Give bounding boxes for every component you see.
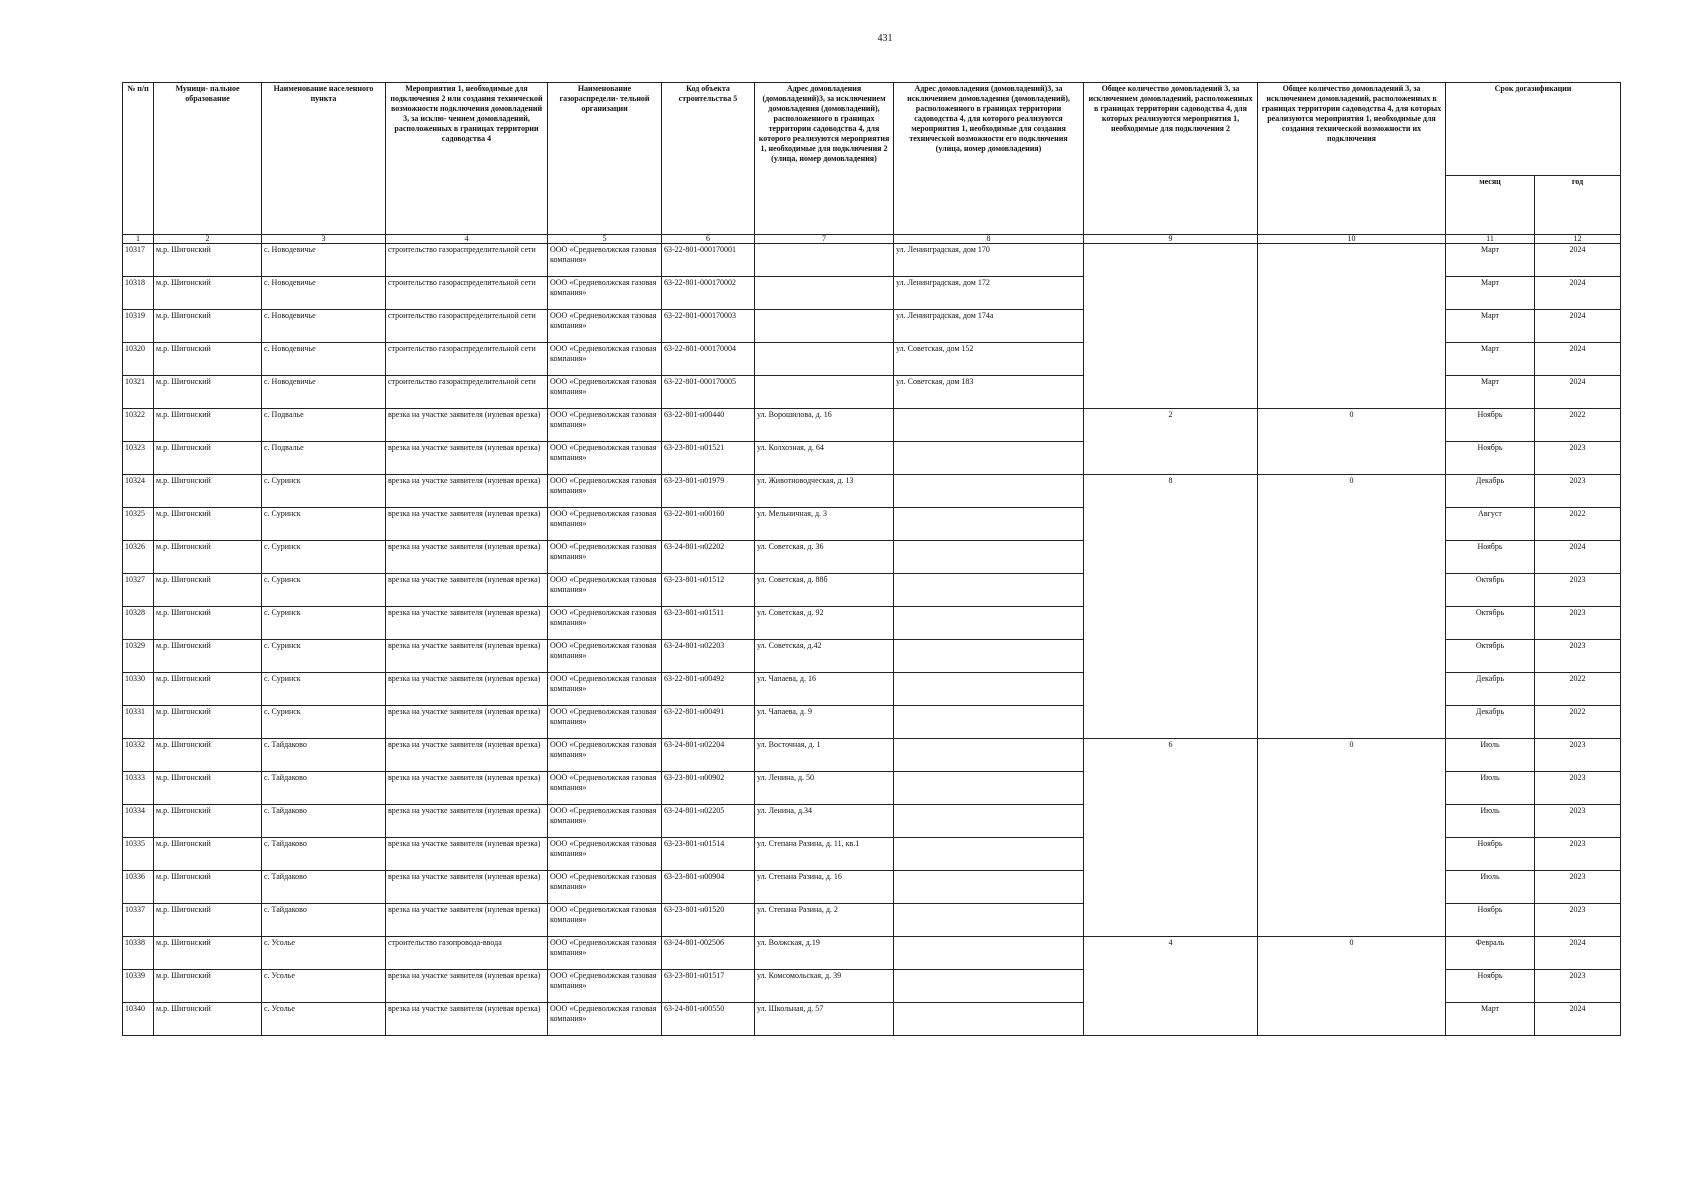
measure: врезка на участке заявителя (нулевая врезка) — [386, 739, 548, 772]
municipality: м.р. Шигонский — [154, 739, 262, 772]
row-number: 10328 — [123, 607, 154, 640]
col-number: 5 — [548, 235, 662, 244]
deadline-year: 2024 — [1535, 277, 1621, 310]
col-number: 9 — [1084, 235, 1258, 244]
row-number: 10340 — [123, 1003, 154, 1036]
row-number: 10326 — [123, 541, 154, 574]
deadline-month: Август — [1446, 508, 1535, 541]
deadline-month: Ноябрь — [1446, 838, 1535, 871]
municipality: м.р. Шигонский — [154, 409, 262, 442]
row-number: 10317 — [123, 244, 154, 277]
address-connection — [755, 310, 894, 343]
table-row — [123, 937, 1621, 970]
address-technical — [894, 904, 1084, 937]
measure: строительство газораспределительной сети — [386, 277, 548, 310]
deadline-year: 2023 — [1535, 772, 1621, 805]
organization: ООО «Средневолжская газовая компания» — [548, 409, 662, 442]
measure: врезка на участке заявителя (нулевая врезка) — [386, 508, 548, 541]
address-technical — [894, 1003, 1084, 1036]
deadline-month: Июль — [1446, 871, 1535, 904]
object-code: 63-23-801-н01521 — [662, 442, 755, 475]
municipality: м.р. Шигонский — [154, 937, 262, 970]
object-code: 63-23-801-н01511 — [662, 607, 755, 640]
address-connection: ул. Степана Разина, д. 11, кв.1 — [755, 838, 894, 871]
organization: ООО «Средневолжская газовая компания» — [548, 277, 662, 310]
deadline-year: 2024 — [1535, 244, 1621, 277]
deadline-year: 2024 — [1535, 541, 1621, 574]
address-connection: ул. Животноводческая, д. 13 — [755, 475, 894, 508]
row-number: 10319 — [123, 310, 154, 343]
address-connection: ул. Восточная, д. 1 — [755, 739, 894, 772]
deadline-month: Ноябрь — [1446, 442, 1535, 475]
address-technical — [894, 640, 1084, 673]
deadline-year: 2022 — [1535, 706, 1621, 739]
address-connection: ул. Чапаева, д. 16 — [755, 673, 894, 706]
measure: врезка на участке заявителя (нулевая врезка) — [386, 805, 548, 838]
municipality: м.р. Шигонский — [154, 343, 262, 376]
organization: ООО «Средневолжская газовая компания» — [548, 673, 662, 706]
settlement: с. Усолье — [262, 1003, 386, 1036]
row-number: 10330 — [123, 673, 154, 706]
address-connection: ул. Комсомольская, д. 39 — [755, 970, 894, 1003]
deadline-month: Март — [1446, 310, 1535, 343]
address-technical: ул. Советская, дом 183 — [894, 376, 1084, 409]
object-code: 63-22-801-000170002 — [662, 277, 755, 310]
organization: ООО «Средневолжская газовая компания» — [548, 574, 662, 607]
deadline-year: 2023 — [1535, 442, 1621, 475]
organization: ООО «Средневолжская газовая компания» — [548, 838, 662, 871]
address-technical: ул. Ленинградская, дом 174а — [894, 310, 1084, 343]
header-municipality: Муници- пальное образование — [154, 83, 262, 235]
municipality: м.р. Шигонский — [154, 244, 262, 277]
settlement: с. Суринск — [262, 541, 386, 574]
settlement: с. Новодевичье — [262, 244, 386, 277]
deadline-year: 2024 — [1535, 937, 1621, 970]
deadline-month: Март — [1446, 376, 1535, 409]
deadline-month: Февраль — [1446, 937, 1535, 970]
deadline-year: 2023 — [1535, 640, 1621, 673]
municipality: м.р. Шигонский — [154, 508, 262, 541]
organization: ООО «Средневолжская газовая компания» — [548, 871, 662, 904]
organization: ООО «Средневолжская газовая компания» — [548, 376, 662, 409]
row-number: 10322 — [123, 409, 154, 442]
organization: ООО «Средневолжская газовая компания» — [548, 904, 662, 937]
deadline-year: 2023 — [1535, 475, 1621, 508]
deadline-year: 2023 — [1535, 739, 1621, 772]
object-code: 63-23-801-н01512 — [662, 574, 755, 607]
measure: врезка на участке заявителя (нулевая врезка) — [386, 640, 548, 673]
organization: ООО «Средневолжская газовая компания» — [548, 442, 662, 475]
object-code: 63-22-801-н00440 — [662, 409, 755, 442]
object-code: 63-22-801-000170004 — [662, 343, 755, 376]
municipality: м.р. Шигонский — [154, 376, 262, 409]
deadline-year: 2023 — [1535, 838, 1621, 871]
deadline-month: Июль — [1446, 805, 1535, 838]
count-technical — [1258, 244, 1446, 409]
row-number: 10325 — [123, 508, 154, 541]
address-technical: ул. Советская, дом 152 — [894, 343, 1084, 376]
municipality: м.р. Шигонский — [154, 706, 262, 739]
deadline-year: 2024 — [1535, 310, 1621, 343]
deadline-year: 2022 — [1535, 673, 1621, 706]
address-technical — [894, 937, 1084, 970]
organization: ООО «Средневолжская газовая компания» — [548, 706, 662, 739]
row-number: 10318 — [123, 277, 154, 310]
organization: ООО «Средневолжская газовая компания» — [548, 970, 662, 1003]
col-number: 12 — [1535, 235, 1621, 244]
deadline-month: Март — [1446, 244, 1535, 277]
row-number: 10320 — [123, 343, 154, 376]
object-code: 63-22-801-000170005 — [662, 376, 755, 409]
municipality: м.р. Шигонский — [154, 442, 262, 475]
organization: ООО «Средневолжская газовая компания» — [548, 541, 662, 574]
address-technical — [894, 739, 1084, 772]
organization: ООО «Средневолжская газовая компания» — [548, 310, 662, 343]
municipality: м.р. Шигонский — [154, 673, 262, 706]
header-count-technical: Общее количество домовладений 3, за исключением домовладений, расположенных в границах территории садоводства 4, для которых реализуются мероприятия 1, необходимые для создания технической возможности их подключения — [1258, 83, 1446, 235]
address-connection: ул. Советская, д. 88б — [755, 574, 894, 607]
address-connection: ул. Степана Разина, д. 2 — [755, 904, 894, 937]
address-technical: ул. Ленинградская, дом 172 — [894, 277, 1084, 310]
organization: ООО «Средневолжская газовая компания» — [548, 244, 662, 277]
municipality: м.р. Шигонский — [154, 475, 262, 508]
col-number: 3 — [262, 235, 386, 244]
settlement: с. Подвалье — [262, 409, 386, 442]
row-number: 10332 — [123, 739, 154, 772]
measure: строительство газопровода-ввода — [386, 937, 548, 970]
object-code: 63-24-801-н02202 — [662, 541, 755, 574]
deadline-year: 2023 — [1535, 871, 1621, 904]
row-number: 10337 — [123, 904, 154, 937]
header-measures: Мероприятия 1, необходимые для подключения 2 или создания технической возможности подключения домовладений 3, за исклю- чением домовладений, расположенных в границах территории садоводства 4 — [386, 83, 548, 235]
address-technical — [894, 772, 1084, 805]
address-technical — [894, 706, 1084, 739]
col-number: 2 — [154, 235, 262, 244]
deadline-month: Октябрь — [1446, 640, 1535, 673]
address-technical — [894, 838, 1084, 871]
address-connection — [755, 277, 894, 310]
header-month: месяц — [1446, 176, 1535, 235]
address-connection: ул. Мельничная, д. 3 — [755, 508, 894, 541]
deadline-month: Октябрь — [1446, 574, 1535, 607]
municipality: м.р. Шигонский — [154, 970, 262, 1003]
measure: врезка на участке заявителя (нулевая врезка) — [386, 970, 548, 1003]
measure: врезка на участке заявителя (нулевая врезка) — [386, 904, 548, 937]
settlement: с. Усолье — [262, 937, 386, 970]
col-number: 8 — [894, 235, 1084, 244]
measure: врезка на участке заявителя (нулевая врезка) — [386, 409, 548, 442]
deadline-month: Декабрь — [1446, 475, 1535, 508]
address-connection: ул. Ленина, д. 50 — [755, 772, 894, 805]
address-technical — [894, 508, 1084, 541]
address-technical — [894, 475, 1084, 508]
deadline-year: 2023 — [1535, 574, 1621, 607]
municipality: м.р. Шигонский — [154, 805, 262, 838]
deadline-year: 2023 — [1535, 904, 1621, 937]
row-number: 10331 — [123, 706, 154, 739]
deadline-month: Ноябрь — [1446, 970, 1535, 1003]
count-technical: 0 — [1258, 409, 1446, 475]
object-code: 63-24-801-н02205 — [662, 805, 755, 838]
header-address-connection: Адрес домовладения (домовладений)3, за исключением домовладения (домовладений), расположенного в границах территории садоводства 4, для которого реализуются мероприятия 1, необходимые для подключения 2 (улица, номер домовладения) — [755, 83, 894, 235]
address-technical — [894, 607, 1084, 640]
address-technical: ул. Ленинградская, дом 170 — [894, 244, 1084, 277]
settlement: с. Суринск — [262, 640, 386, 673]
count-connection: 6 — [1084, 739, 1258, 937]
row-number: 10335 — [123, 838, 154, 871]
address-connection: ул. Советская, д.42 — [755, 640, 894, 673]
column-number-row — [123, 235, 1621, 244]
deadline-month: Март — [1446, 277, 1535, 310]
col-number: 4 — [386, 235, 548, 244]
settlement: с. Подвалье — [262, 442, 386, 475]
row-number: 10324 — [123, 475, 154, 508]
header-organization: Наименование газораспредели- тельной организации — [548, 83, 662, 235]
measure: врезка на участке заявителя (нулевая врезка) — [386, 706, 548, 739]
deadline-year: 2024 — [1535, 343, 1621, 376]
settlement: с. Тайдаково — [262, 871, 386, 904]
measure: врезка на участке заявителя (нулевая врезка) — [386, 541, 548, 574]
object-code: 63-23-801-н01979 — [662, 475, 755, 508]
object-code: 63-22-801-н00160 — [662, 508, 755, 541]
table-row — [123, 475, 1621, 508]
address-connection: ул. Ленина, д.34 — [755, 805, 894, 838]
settlement: с. Новодевичье — [262, 343, 386, 376]
organization: ООО «Средневолжская газовая компания» — [548, 937, 662, 970]
organization: ООО «Средневолжская газовая компания» — [548, 508, 662, 541]
deadline-year: 2024 — [1535, 1003, 1621, 1036]
col-number: 11 — [1446, 235, 1535, 244]
address-connection: ул. Степана Разина, д. 16 — [755, 871, 894, 904]
row-number: 10323 — [123, 442, 154, 475]
organization: ООО «Средневолжская газовая компания» — [548, 1003, 662, 1036]
address-technical — [894, 442, 1084, 475]
header-count-connection: Общее количество домовладений 3, за исключением домовладений, расположенных в границах территории садоводства 4, для которых реализуются мероприятия 1, необходимые для подключения 2 — [1084, 83, 1258, 235]
deadline-month: Март — [1446, 343, 1535, 376]
deadline-year: 2022 — [1535, 409, 1621, 442]
deadline-month: Ноябрь — [1446, 409, 1535, 442]
settlement: с. Новодевичье — [262, 310, 386, 343]
measure: строительство газораспределительной сети — [386, 343, 548, 376]
col-number: 7 — [755, 235, 894, 244]
header-object-code: Код объекта строительства 5 — [662, 83, 755, 235]
address-connection: ул. Колхозная, д. 64 — [755, 442, 894, 475]
row-number: 10338 — [123, 937, 154, 970]
table-row — [123, 244, 1621, 277]
organization: ООО «Средневолжская газовая компания» — [548, 343, 662, 376]
organization: ООО «Средневолжская газовая компания» — [548, 739, 662, 772]
organization: ООО «Средневолжская газовая компания» — [548, 640, 662, 673]
count-technical: 0 — [1258, 739, 1446, 937]
deadline-month: Март — [1446, 1003, 1535, 1036]
count-technical: 0 — [1258, 475, 1446, 739]
address-technical — [894, 673, 1084, 706]
measure: строительство газораспределительной сети — [386, 310, 548, 343]
settlement: с. Суринск — [262, 475, 386, 508]
deadline-month: Декабрь — [1446, 673, 1535, 706]
measure: врезка на участке заявителя (нулевая врезка) — [386, 607, 548, 640]
settlement: с. Суринск — [262, 706, 386, 739]
municipality: м.р. Шигонский — [154, 310, 262, 343]
object-code: 63-23-801-н01514 — [662, 838, 755, 871]
row-number: 10334 — [123, 805, 154, 838]
header-number: № п/п — [123, 83, 154, 235]
measure: врезка на участке заявителя (нулевая врезка) — [386, 475, 548, 508]
municipality: м.р. Шигонский — [154, 838, 262, 871]
settlement: с. Суринск — [262, 574, 386, 607]
address-connection: ул. Волжская, д.19 — [755, 937, 894, 970]
header-settlement: Наименование населенного пункта — [262, 83, 386, 235]
municipality: м.р. Шигонский — [154, 277, 262, 310]
settlement: с. Тайдаково — [262, 772, 386, 805]
measure: врезка на участке заявителя (нулевая врезка) — [386, 772, 548, 805]
address-connection: ул. Ворошилова, д. 16 — [755, 409, 894, 442]
settlement: с. Суринск — [262, 607, 386, 640]
address-technical — [894, 871, 1084, 904]
table-row — [123, 739, 1621, 772]
address-connection: ул. Чапаева, д. 9 — [755, 706, 894, 739]
measure: строительство газораспределительной сети — [386, 244, 548, 277]
settlement: с. Усолье — [262, 970, 386, 1003]
settlement: с. Тайдаково — [262, 904, 386, 937]
deadline-year: 2023 — [1535, 970, 1621, 1003]
col-number: 1 — [123, 235, 154, 244]
address-connection: ул. Школьная, д. 57 — [755, 1003, 894, 1036]
settlement: с. Суринск — [262, 508, 386, 541]
deadline-month: Июль — [1446, 739, 1535, 772]
header-address-technical: Адрес домовладения (домовладений)3, за исключением домовладения (домовладений), расположенного в границах территории садоводства 4, для которого реализуются мероприятия 1, необходимые для создания технической возможности его подключения (улица, номер домовладения) — [894, 83, 1084, 235]
deadline-year: 2023 — [1535, 607, 1621, 640]
deadline-month: Ноябрь — [1446, 541, 1535, 574]
row-number: 10321 — [123, 376, 154, 409]
address-technical — [894, 409, 1084, 442]
municipality: м.р. Шигонский — [154, 871, 262, 904]
deadline-year: 2024 — [1535, 376, 1621, 409]
row-number: 10339 — [123, 970, 154, 1003]
object-code: 63-23-801-н01520 — [662, 904, 755, 937]
object-code: 63-24-801-н02203 — [662, 640, 755, 673]
municipality: м.р. Шигонский — [154, 574, 262, 607]
deadline-month: Июль — [1446, 772, 1535, 805]
count-connection: 2 — [1084, 409, 1258, 475]
municipality: м.р. Шигонский — [154, 640, 262, 673]
count-connection: 4 — [1084, 937, 1258, 1036]
col-number: 10 — [1258, 235, 1446, 244]
deadline-month: Ноябрь — [1446, 904, 1535, 937]
measure: врезка на участке заявителя (нулевая врезка) — [386, 574, 548, 607]
organization: ООО «Средневолжская газовая компания» — [548, 772, 662, 805]
object-code: 63-22-801-н00492 — [662, 673, 755, 706]
municipality: м.р. Шигонский — [154, 772, 262, 805]
measure: врезка на участке заявителя (нулевая врезка) — [386, 838, 548, 871]
row-number: 10333 — [123, 772, 154, 805]
header-deadline: Срок догазификации — [1446, 83, 1621, 176]
count-connection: 8 — [1084, 475, 1258, 739]
settlement: с. Тайдаково — [262, 838, 386, 871]
deadline-year: 2023 — [1535, 805, 1621, 838]
object-code: 63-23-801-н00904 — [662, 871, 755, 904]
gasification-table — [122, 82, 1621, 1036]
organization: ООО «Средневолжская газовая компания» — [548, 475, 662, 508]
object-code: 63-22-801-000170003 — [662, 310, 755, 343]
col-number: 6 — [662, 235, 755, 244]
municipality: м.р. Шигонский — [154, 1003, 262, 1036]
measure: строительство газораспределительной сети — [386, 376, 548, 409]
settlement: с. Тайдаково — [262, 739, 386, 772]
row-number: 10329 — [123, 640, 154, 673]
address-technical — [894, 805, 1084, 838]
deadline-month: Октябрь — [1446, 607, 1535, 640]
object-code: 63-24-801-н00550 — [662, 1003, 755, 1036]
settlement: с. Тайдаково — [262, 805, 386, 838]
address-connection — [755, 376, 894, 409]
address-connection: ул. Советская, д. 36 — [755, 541, 894, 574]
measure: врезка на участке заявителя (нулевая врезка) — [386, 871, 548, 904]
deadline-month: Декабрь — [1446, 706, 1535, 739]
page-number: 431 — [877, 33, 893, 44]
municipality: м.р. Шигонский — [154, 607, 262, 640]
object-code: 63-22-801-000170001 — [662, 244, 755, 277]
municipality: м.р. Шигонский — [154, 541, 262, 574]
object-code: 63-23-801-н00902 — [662, 772, 755, 805]
deadline-year: 2022 — [1535, 508, 1621, 541]
table-body — [123, 244, 1621, 1036]
measure: врезка на участке заявителя (нулевая врезка) — [386, 1003, 548, 1036]
organization: ООО «Средневолжская газовая компания» — [548, 805, 662, 838]
address-technical — [894, 541, 1084, 574]
address-connection — [755, 343, 894, 376]
address-technical — [894, 970, 1084, 1003]
measure: врезка на участке заявителя (нулевая врезка) — [386, 442, 548, 475]
municipality: м.р. Шигонский — [154, 904, 262, 937]
object-code: 63-23-801-н01517 — [662, 970, 755, 1003]
address-technical — [894, 574, 1084, 607]
header-year: год — [1535, 176, 1621, 235]
object-code: 63-24-801-н02204 — [662, 739, 755, 772]
settlement: с. Новодевичье — [262, 376, 386, 409]
row-number: 10336 — [123, 871, 154, 904]
object-code: 63-22-801-н00491 — [662, 706, 755, 739]
row-number: 10327 — [123, 574, 154, 607]
address-connection — [755, 244, 894, 277]
settlement: с. Суринск — [262, 673, 386, 706]
organization: ООО «Средневолжская газовая компания» — [548, 607, 662, 640]
count-connection — [1084, 244, 1258, 409]
object-code: 63-24-801-002506 — [662, 937, 755, 970]
count-technical: 0 — [1258, 937, 1446, 1036]
table-row — [123, 409, 1621, 442]
address-connection: ул. Советская, д. 92 — [755, 607, 894, 640]
settlement: с. Новодевичье — [262, 277, 386, 310]
measure: врезка на участке заявителя (нулевая врезка) — [386, 673, 548, 706]
